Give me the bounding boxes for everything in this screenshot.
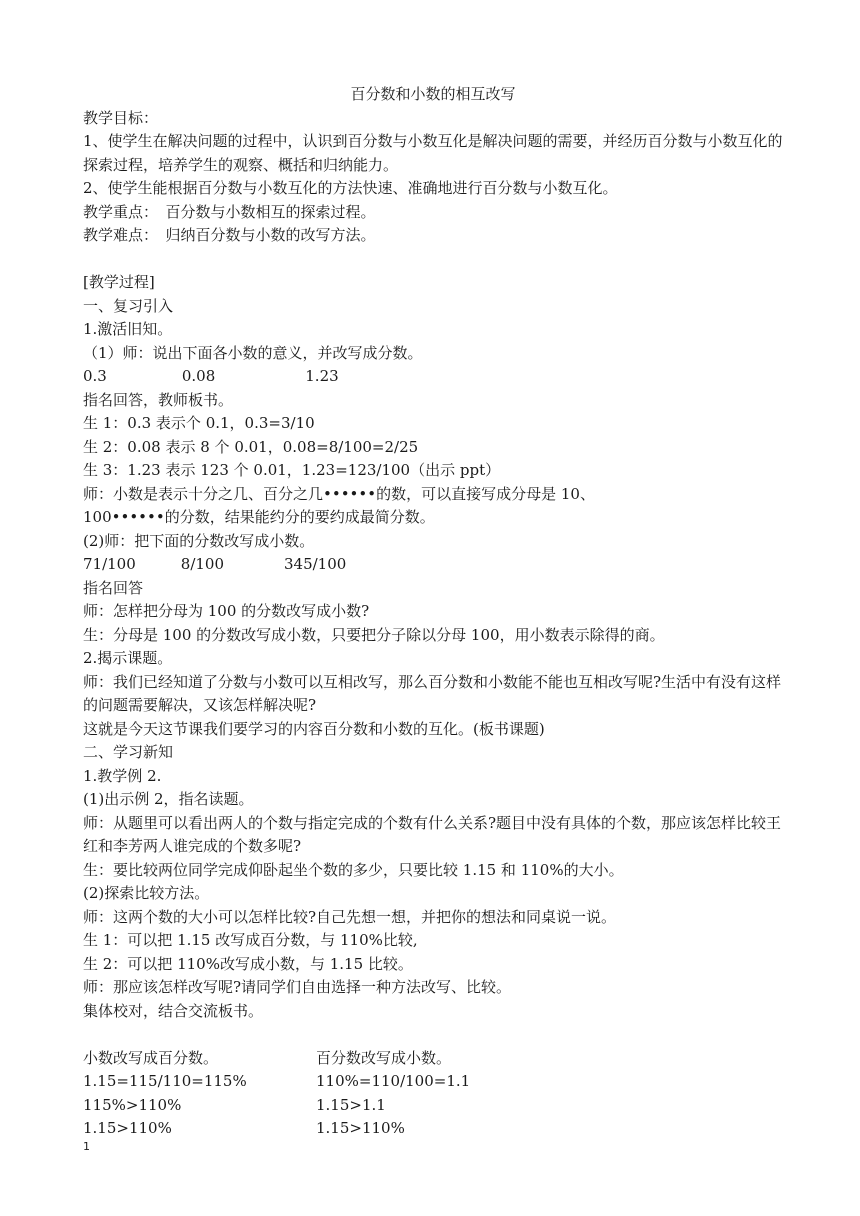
document-title: 百分数和小数的相互改写 [350, 85, 516, 103]
text-line: 2.揭示课题。 [83, 649, 173, 667]
text-line: 生 2：0.08 表示 8 个 0.01，0.08=8/100=2/25 [83, 437, 419, 456]
text-line: 生：要比较两位同学完成仰卧起坐个数的多少，只要比较 1.15 和 110%的大小。 [83, 860, 624, 879]
blank-line [83, 248, 783, 272]
text-line: 0.3 0.08 1.23 [83, 367, 339, 385]
text-line: 1、使学生在解决问题的过程中，认识到百分数与小数互化是解决问题的需要，并经历百分数与小数互化的探索过程，培养学生的观察、概括和归纳能力。 [83, 132, 783, 174]
text-line: 师：这两个数的大小可以怎样比较?自己先想一想，并把你的想法和同桌说一说。 [83, 907, 617, 926]
text-line: 指名回答，教师板书。 [83, 390, 234, 409]
board-line: 1.15=115/110=115% [83, 1072, 247, 1090]
blank-line [83, 1023, 783, 1047]
text-line: 71/100 8/100 345/100 [83, 555, 347, 573]
text-line: 师：那应该怎样改写呢?请同学们自由选择一种方法改写、比较。 [83, 978, 512, 996]
text-line: 100••••••的分数，结果能约分的要约成最简分数。 [83, 508, 435, 526]
document-body [83, 83, 783, 1141]
page-number: 1 [83, 1140, 90, 1153]
text-line: 教学目标： [83, 108, 159, 127]
text-line: 2、使学生能根据百分数与小数互化的方法快速、准确地进行百分数与小数互化。 [83, 179, 618, 197]
text-line: 生 2：可以把 110%改写成小数，与 1.15 比较。 [83, 954, 413, 973]
board-columns [83, 1047, 783, 1141]
text-line: 师：怎样把分母为 100 的分数改写成小数? [83, 602, 370, 620]
text-line: 1.教学例 2. [83, 766, 162, 785]
section-heading: 一、复习引入 [83, 296, 174, 315]
text-line: 教学难点： 归纳百分数与小数的改写方法。 [83, 226, 376, 244]
section-heading: 二、学习新知 [83, 743, 174, 761]
text-line: (1)出示例 2，指名读题。 [83, 790, 254, 808]
text-line: 生 1：可以把 1.15 改写成百分数，与 110%比较, [83, 931, 418, 949]
text-line: (2)探索比较方法。 [83, 884, 210, 902]
text-line: 生 1：0.3 表示个 0.1，0.3=3/10 [83, 414, 315, 432]
board-heading-left: 小数改写成百分数。 [83, 1048, 219, 1067]
text-line: 1.激活旧知。 [83, 320, 173, 338]
text-line: (2)师：把下面的分数改写成小数。 [83, 531, 315, 550]
text-line: 师：我们已经知道了分数与小数可以互相改写，那么百分数和小数能不能也互相改写呢?生活中有没有这样的问题需要解决，又该怎样解决呢? [83, 672, 782, 714]
board-left-column [83, 1047, 316, 1141]
board-line: 1.15>110% [316, 1119, 405, 1137]
board-heading-right: 百分数改写成小数。 [316, 1048, 452, 1067]
text-line: 集体校对，结合交流板书。 [83, 1001, 264, 1020]
text-line: 生：分母是 100 的分数改写成小数，只要把分子除以分母 100，用小数表示除得的商。 [83, 625, 665, 644]
board-line: 1.15>110% [83, 1119, 172, 1137]
text-line: [教学过程] [83, 273, 155, 291]
board-line: 115%>110% [83, 1095, 182, 1114]
board-right-column [316, 1047, 470, 1141]
board-line: 1.15>1.1 [316, 1095, 386, 1114]
text-line: 教学重点： 百分数与小数相互的探索过程。 [83, 202, 376, 221]
text-line: 指名回答 [83, 578, 144, 597]
text-line: 这就是今天这节课我们要学习的内容百分数和小数的互化。(板书课题) [83, 719, 545, 738]
text-line: 师：从题里可以看出两人的个数与指定完成的个数有什么关系?题目中没有具体的个数，那应该怎样比较王红和李芳两人谁完成的个数多呢? [83, 813, 782, 855]
text-line: 生 3：1.23 表示 123 个 0.01，1.23=123/100（出示 ppt） [83, 461, 501, 479]
text-line: （1）师：说出下面各小数的意义，并改写成分数。 [83, 343, 423, 362]
text-line: 师：小数是表示十分之几、百分之几••••••的数，可以直接写成分母是 10、 [83, 484, 595, 503]
board-line: 110%=110/100=1.1 [316, 1072, 471, 1090]
